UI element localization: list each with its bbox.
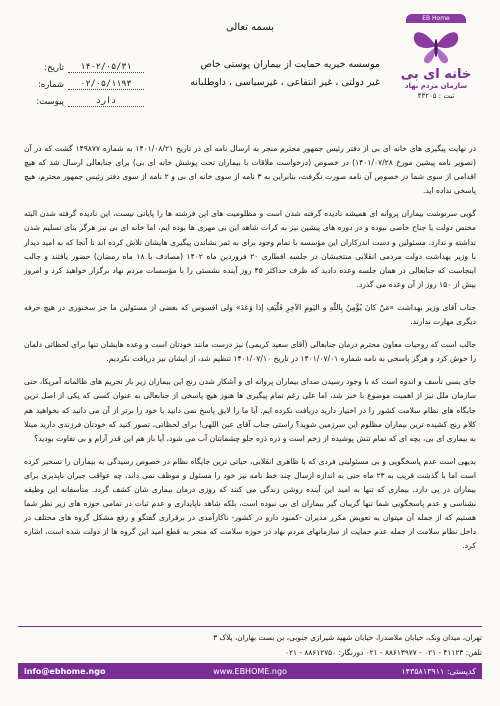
body-paragraph-6: بدیهی است عدم پاسخگویی و بی مسئولیتی فردی که با ظاهری انقلابی، حیاتی ترین جایگاه نظام در خصوص رسیدگی به بیماران را تسخیر کرده است اما با گذشت قریب به ۲۳ ماه حتی به اندازه ارسال چند خط نامه نیز خود را مسئول و موظف نمی داند، چه عواقب جبران ناپذیری برای بیماران در پی دارد. بیماری که تنها به امید این آینده روشن زندگی می کنند که روزی درمان بیماری شان کشف گردد. متأسفانه این وظیفه نشناسی و عدم پاسخگویی شما تنها گریبان گیر بیماران ای بی نبوده است، بلکه شاهد ناپایداری و عدم ثبات در تمامی حوزه های زیر نظر شما هستیم که از جمله آن میتوان به تعویض مکرر مدیران -کمبود دارو در کشور- ناکارآمدی در برقراری گفتگو و رفع مشکل گروه های مختلف در داخل نظام سلامت از جمله عدم حمایت از سازمانهای مردم نهاد در حوزه سلامت که منجر به قطع امید این گروه ها از دولت شده است، اشاره کرد. [24, 456, 476, 551]
meta-number-row [24, 73, 144, 90]
number-value: ۰۲/۰۵/۱۱۹۳ [68, 79, 144, 90]
footer-email[interactable]: info@ebhome.ngo [24, 666, 106, 676]
eb-home-logo [396, 14, 476, 110]
footer-website[interactable]: www.EBHOME.ngo [213, 666, 287, 676]
bismillah-heading: بسمه تعالی [225, 22, 275, 33]
date-value: ۱۴۰۲/۰۵/۳۱ [68, 62, 144, 73]
footer-phones: تلفن: ۴۱۱۲۳ - ۰۲۱ - ۸۸۶۱۳۹۷۷ - ۰۲۱ دورنگار: ۸۸۶۱۲۷۵۰ - ۰۲۱ [285, 648, 482, 657]
date-label: تاریخ: [44, 63, 64, 73]
organization-subtitle: غیر دولتی ، غیر انتفاعی ، غیرسیاسی ، داوطلبانه [190, 77, 380, 88]
letterhead-footer [18, 626, 482, 679]
body-paragraph-2: گویی سرنوشت بیماران پروانه ای همیشه نادیده گرفته شدن است و مظلومیت های این فرشته ها را پایانی نیست، این نادیده گرفته شدن البته مختص دولت یا جناح خاصی نبوده و در دوره های پیشین نیز به کرات شاهد این بی مهری ها بوده ایم، اما خانه ای بی نیز هرگز بنای تسلیم شدن نداشته و ندارد. مسئولین و دست اندرکاران این مؤسسه با تمام وجود برای به ثمر نشاندن پیگیری هایشان تلاش کرده اند تا آنجا که به امید دیدار با وزیر بهداشت دولت مردمی انقلابی منتخبشان در جلسه افطاری ۲۰ فروردین ماه ۱۴۰۲ (مصادف با ۱۸ ماه رمضان) حضور یافتند و جالب اینجاست که جنابعالی در همان جلسه وعده دادید که ظرف حداکثر ۴۵ روز آینده نشستی را با مؤسسات مردم نهاد برگزار خواهید کرد و امروز بیش از ۱۵۰ روز از آن وعده می گذرد. [24, 209, 476, 289]
logo-subtitle: سازمان مردم نهاد [404, 82, 468, 90]
footer-contact-bar [18, 663, 482, 679]
organization-title: موسسه خیریه حمایت از بیماران پوستی خاص [200, 59, 380, 70]
number-label: شماره: [37, 80, 64, 90]
meta-attachment-row [24, 90, 144, 107]
body-paragraph-3: جناب آقای وزیر بهداشت «مَنْ كانَ يُؤْمِنُ بِاللّهِ و اليَومِ الآخِرِ فَلْيَفِ إذا وَعَدَ» ولی افسوس که بعضی از مسئولین ما جز سخنوری در هیچ حرفه دیگری مهارت ندارند. [24, 302, 476, 327]
letter-meta [24, 56, 144, 107]
logo-name: خانه ای بی [400, 67, 472, 82]
body-paragraph-4: جالب است که روحیات معاون محترم درمان جنابعالی (آقای سعید کریمی) نیز درست مانند خودتان است و وعده هایشان تنها برای لحظاتی دلمان را خوش کرد و هرگز پاسخی به نامه شماره ۱۴۰۱/۰۷/۰۱ در تاریخ ۱۴۰۱/۰۷/۱۰ تنظیم شد، از ایشان نیز دریافت نکردیم. [24, 340, 476, 364]
attachment-label: پیوست: [36, 97, 64, 107]
attachment-value: دارد [68, 96, 144, 107]
body-paragraph-5: جای بسی تأسف و اندوه است که با وجود رسیدن صدای بیماران پروانه ای و آشکار شدن رنج این بیماران زیر بار تحریم های ظالمانه آمریکا، حتی سازمان ملل نیز از اهمیت موضوع با خبر شد، اما علی رغم تمام پیگیری ها هنوز هیچ پاسخی از جنابعالی به عنوان کسی که یکی از اصل ترین جایگاه های نظام سلامت کشور را در اختیار دارید دریافت نکرده ایم. آیا ما را لایق پاسخ نمی دانید یا خود را برتر از آن می دانید که بخواهید هم کلام رنج کشیده ترین بیماران مظلوم این سرزمین شوید؟ راستی جناب آقای عین اللهی! برای لحظاتی، تصور کنید که خودتان فرزندی دارید مبتلا به بیماری ای بی، بچه ای که تمام تنش پوشیده از زخم است و ذره ذره جلو چشمانتان آب می شود، آیا باز هم این قدر آرام و بی تفاوت بودید؟ [24, 377, 476, 443]
footer-postal-code: کدپستی: ۱۴۳۵۸۱۳۹۱۱ [401, 666, 477, 676]
logo-arc-text: EB Home [406, 14, 466, 23]
footer-divider [18, 626, 482, 627]
meta-date-row [24, 56, 144, 73]
body-paragraph-1: در نهایت پیگیری های خانه ای بی از دفتر رئیس جمهور محترم منجر به ارسال نامه ای در تاریخ ۱۴۰۱/۰۸/۲۱ به شماره ۱۴۹۸۷۷ گشت که در آن (تصویر نامه پیشین مورخ ۱۴۰۱/۰۷/۲۸) در خصوص (درخواست ملاقات با بیماران تحت پوشش خانه ای بی) برای جنابعالی ارسال شد که هیچ اقدامی از سوی شما در خصوص آن نامه صورت نگرفت، بنابراین به ۳ نامه از سوی خانه ای بی و ۲ نامه از سوی دفتر رئیس جمهور محترم، هیچ پاسخی نداده اید. [24, 144, 476, 196]
organization-heading [140, 56, 380, 92]
footer-address: تهران، میدان ونک، خیابان ملاصدرا، خیابان شهید شیرازی جنوبی، بن بست بهاران، پلاک ۳ [213, 633, 482, 642]
letter-body [24, 142, 476, 562]
butterfly-icon [408, 26, 464, 66]
registration-number: ثبت : ۴۳۲۰۵ [417, 92, 455, 100]
